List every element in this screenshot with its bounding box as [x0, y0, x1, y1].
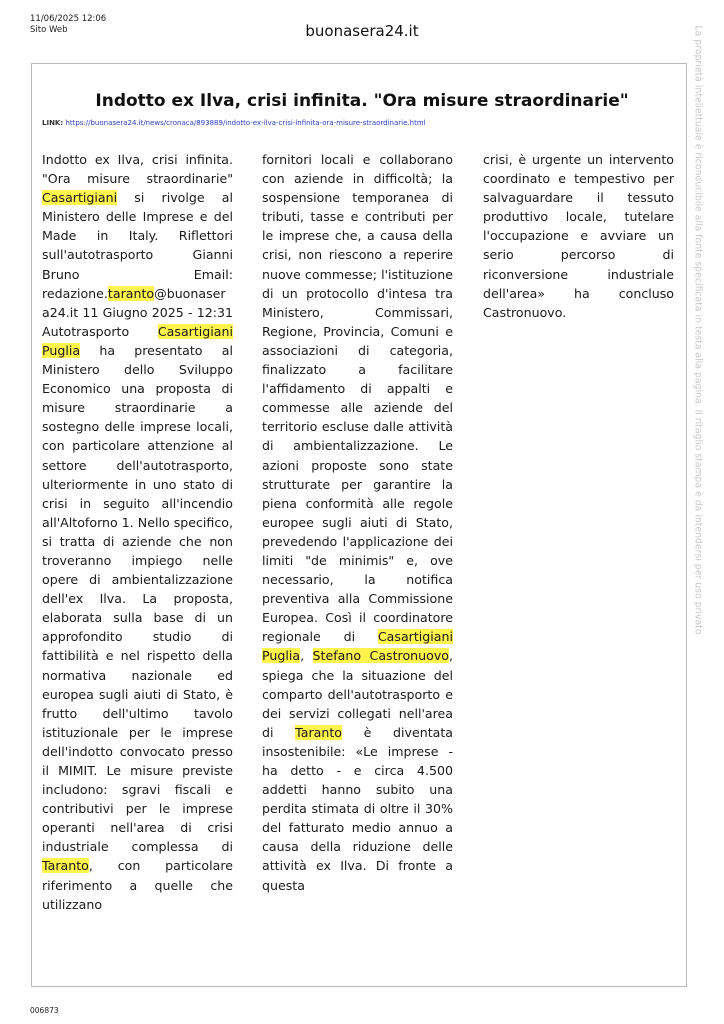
link-label: LINK:: [42, 119, 64, 127]
text-run: è diventata insostenibile: «Le imprese - ha detto - e circa 4.500 addetti hanno subito una perdita stimata di oltre il 30% del fatturato medio annuo a causa della riduzione delle attività ex Ilva. Di fronte a questa: [262, 724, 454, 893]
article-column-2: [262, 150, 453, 895]
copyright-notice-text: La proprietà intellettuale è riconducibile alla fonte specificata in testa alla pagina. Il ritaglio stampa è da intendersi per uso privato: [692, 25, 704, 635]
text-run: si rivolge al Ministero delle Imprese e del Made in Italy. Riflettori sull'autotrasporto Gianni Bruno Email: redazione.: [42, 190, 233, 301]
clipping-datetime: 11/06/2025 12:06: [30, 14, 107, 24]
source-name: buonasera24.it: [305, 22, 419, 40]
highlight-keyword: Casartigiani Puglia: [42, 323, 233, 358]
article-column-1: [42, 150, 233, 914]
text-run: , con particolare riferimento a quelle che utilizzano: [42, 858, 233, 912]
highlight-keyword: Taranto: [295, 724, 342, 740]
article-column-3: [483, 150, 674, 322]
highlight-keyword: Taranto: [42, 858, 89, 874]
article-title: Indotto ex Ilva, crisi infinita. "Ora misure straordinarie": [95, 91, 629, 111]
link-url[interactable]: https://buonasera24.it/news/cronaca/893889/indotto-ex-ilva-crisi-infinita-ora-misure-straordinarie.html: [65, 119, 426, 127]
article-link: [42, 119, 426, 127]
text-run: ,: [300, 648, 313, 664]
text-run: crisi, è urgente un intervento coordinato e tempestivo per salvaguardare il tessuto produttivo locale, tutelare l'occupazione e avviare un serio percorso di riconversione industriale dell'area» ha concluso Castronuovo.: [483, 152, 674, 320]
text-run: Indotto ex Ilva, crisi infinita. "Ora misure straordinarie": [42, 152, 233, 187]
highlight-keyword: Stefano Castronuovo: [312, 648, 449, 664]
text-run: @buonasera24.it 11 Giugno 2025 - 12:31 Autotrasporto: [42, 285, 233, 339]
highlight-keyword: Casartigiani: [42, 190, 118, 206]
text-run: ha presentato al Ministero dello Sviluppo Economico una proposta di misure straordinarie a sostegno delle imprese locali, con particolare attenzione al settore dell'autotrasporto, ulteriormente in uno stato di crisi in seguito all'incendio all'Altoforno 1. Nello specifico, si tratta di aziende che non troveranno impiego nelle opere di ambientalizzazione dell'ex Ilva. La proposta, elaborata sulla base di un approfondito studio di fattibilità e nel rispetto della normativa nazionale ed europea sugli aiuti di Stato, è frutto dell'ultimo tavolo istituzionale per le imprese dell'indotto convocato presso il MIMIT. Le misure previste includono: sgravi fiscali e contributivi per le imprese operanti nell'area di crisi industriale complessa di: [42, 342, 233, 855]
highlight-keyword: Casartigiani Puglia: [262, 629, 453, 664]
clipping-code: 006873: [30, 1006, 59, 1015]
text-run: , spiega che la situazione del comparto dell'autotrasporto e dei servizi collegati nell'area di: [262, 648, 453, 740]
highlight-keyword: taranto: [107, 285, 155, 301]
clipping-medium: Sito Web: [30, 25, 68, 35]
text-run: fornitori locali e collaborano con aziende in difficoltà; la sospensione temporanea di tributi, tasse e contributi per le imprese che, a causa della crisi, non riescono a reperire nuove commesse; l'istituzione di un protocollo d'intesa tra Ministero, Commissari, Regione, Provincia, Comuni e associazioni di categoria, finalizzato a facilitare l'affidamento di appalti e commesse alle aziende del territorio escluse dalle attività di ambientalizzazione. Le azioni proposte sono state strutturate per garantire la piena conformità alle regole europee sugli aiuti di Stato, prevedendo l'applicazione dei limiti "de minimis" e, ove necessario, la notifica preventiva alla Commissione Europea. Così il coordinatore regionale di: [262, 152, 453, 645]
